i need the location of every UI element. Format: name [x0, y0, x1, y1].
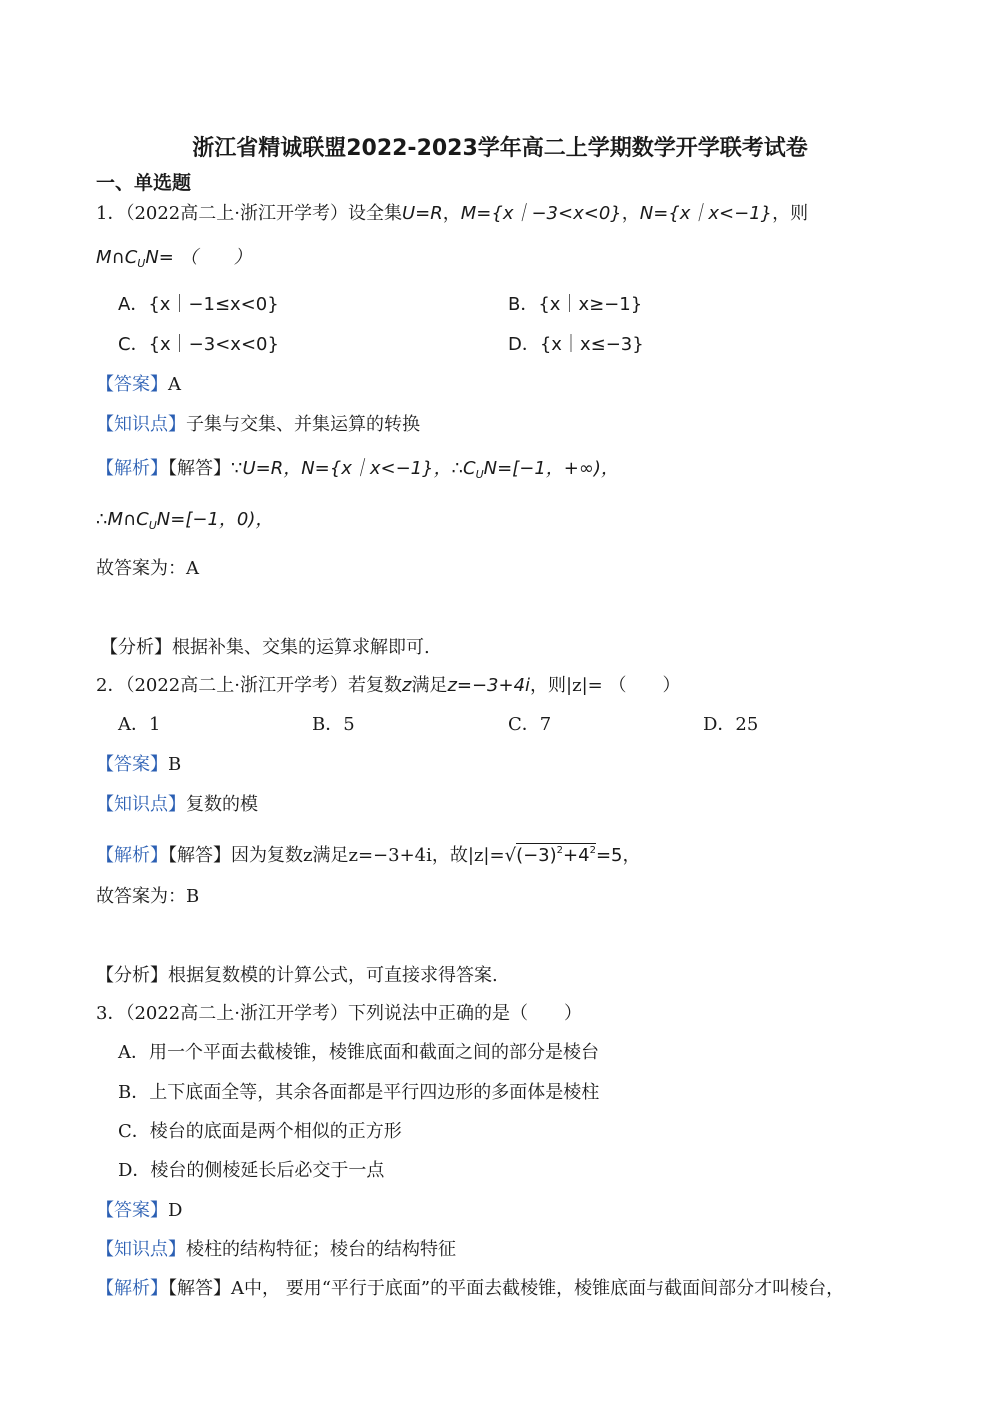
q3-solution — [96, 1276, 844, 1302]
q1-answer-value: A — [168, 374, 181, 395]
q3-solve-text: A中， 要用“平行于底面”的平面去截棱锥，棱锥底面与截面间部分才叫棱台， — [231, 1278, 845, 1299]
q3-option-d: D．棱台的侧棱延长后必交于一点 — [118, 1160, 385, 1181]
q1-analysis-text: 根据补集、交集的运算求解即可. — [172, 637, 430, 658]
q2-answer-value: B — [168, 754, 182, 775]
q2-option-c: C．7 — [508, 714, 552, 735]
q2-equation: z=−3+4i — [447, 675, 531, 696]
knowledge-tag: 【知识点】 — [96, 1239, 186, 1260]
q2-solve-pre: 因为复数z满足z=−3+4i，故|z|= — [231, 845, 505, 866]
q1-solve2: ∴M∩C — [96, 509, 149, 530]
analysis-tag: 【分析】 — [96, 965, 168, 986]
q2-analysis-text: 根据复数模的计算公式，可直接求得答案. — [168, 965, 498, 986]
q1-set-u: U=R — [401, 203, 443, 224]
q2-option-b: B．5 — [312, 714, 355, 735]
q2-radicand — [516, 843, 596, 866]
sqrt-sign: √ — [504, 845, 517, 866]
q3-knowledge-text: 棱柱的结构特征；棱台的结构特征 — [186, 1239, 456, 1260]
q2-rad-mid: +4 — [563, 845, 590, 866]
q1-prefix: 1．（2022高二上·浙江开学考）设全集 — [96, 203, 402, 224]
q2-solution — [96, 838, 641, 869]
q2-var-z: z — [401, 675, 412, 696]
q3-option-c: C．棱台的底面是两个相似的正方形 — [118, 1121, 402, 1142]
q3-knowledge — [96, 1237, 456, 1263]
q1-final: 故答案为：A — [96, 558, 199, 579]
q2-option-d: D．25 — [703, 714, 759, 735]
q1-option-c: C．{x｜−3<x<0} — [118, 334, 279, 355]
q2-option-a: A．1 — [118, 714, 161, 735]
answer-tag: 【答案】 — [96, 1200, 168, 1221]
q1-set-n: N={x｜x<−1} — [639, 203, 773, 224]
q1-solve1-sub: U — [475, 468, 484, 481]
q1-knowledge-text: 子集与交集、并集运算的转换 — [186, 414, 420, 435]
q3-option-a: A．用一个平面去截棱锥，棱锥底面和截面之间的部分是棱台 — [118, 1042, 599, 1063]
q2-mid: 满足 — [411, 675, 448, 696]
q1-expr: M∩C — [96, 247, 138, 268]
q1-stem-line2 — [96, 245, 252, 277]
q2-final: 故答案为：B — [96, 886, 200, 907]
q1-solution-line2 — [96, 507, 273, 539]
q1-solve1-tail: N=[−1，+∞)， — [483, 458, 619, 479]
q1-option-b: B．{x｜x≥−1} — [508, 294, 643, 315]
q1-solution-line1 — [96, 456, 619, 488]
solve-tag: 【解答】 — [168, 1278, 231, 1299]
q1-option-d: D．{x｜x≤−3} — [508, 334, 644, 355]
q1-answer — [96, 372, 181, 398]
explain-tag: 【解析】 — [96, 1278, 168, 1299]
q2-rad-exp2: 2 — [589, 845, 596, 856]
q1-expr-sub: U — [137, 257, 146, 270]
knowledge-tag: 【知识点】 — [96, 414, 186, 435]
q2-prefix: 2．（2022高二上·浙江开学考）若复数 — [96, 675, 402, 696]
q1-option-a: A．{x｜−1≤x<0} — [118, 294, 279, 315]
answer-tag: 【答案】 — [96, 754, 168, 775]
q1-solve1: ∵U=R，N={x｜x<−1}，∴C — [231, 458, 476, 479]
q2-knowledge-text: 复数的模 — [186, 794, 258, 815]
q1-knowledge — [96, 412, 420, 438]
q2-answer — [96, 752, 181, 778]
q1-tail: ，则 — [772, 203, 809, 224]
q3-answer-value: D — [168, 1200, 183, 1221]
explain-tag: 【解析】 — [96, 458, 168, 479]
solve-tag: 【解答】 — [168, 458, 231, 479]
q3-answer — [96, 1198, 182, 1224]
q2-rad-exp: 2 — [556, 845, 564, 856]
q2-knowledge — [96, 792, 258, 818]
q2-stem — [96, 673, 680, 699]
q1-set-m: M={x｜−3<x<0} — [460, 203, 622, 224]
q1-analysis — [100, 635, 430, 661]
q2-solve-tail: =5， — [595, 845, 641, 866]
q1-solve2-sub: U — [148, 519, 157, 532]
page-title: 浙江省精诚联盟2022-2023学年高二上学期数学开学联考试卷 — [192, 136, 808, 161]
analysis-tag: 【分析】 — [100, 637, 172, 658]
q3-option-b: B．上下底面全等，其余各面都是平行四边形的多面体是棱柱 — [118, 1082, 600, 1103]
knowledge-tag: 【知识点】 — [96, 794, 186, 815]
explain-tag: 【解析】 — [96, 845, 168, 866]
section-heading: 一、单选题 — [96, 172, 192, 194]
q1-stem: 1．（2022高二上·浙江开学考）设全集U=R，M={x｜−3<x<0}，N={x｜x<−1}，则 — [96, 203, 809, 224]
q1-expr-tail: N= （ ） — [145, 247, 252, 268]
q2-rad-base: (−3) — [516, 845, 557, 866]
answer-tag: 【答案】 — [96, 374, 168, 395]
q2-tail: ，则|z|= （ ） — [530, 675, 681, 696]
solve-tag: 【解答】 — [168, 845, 231, 866]
q3-stem: 3．（2022高二上·浙江开学考）下列说法中正确的是（ ） — [96, 1003, 582, 1024]
q1-solve2-tail: N=[−1，0)， — [156, 509, 274, 530]
q2-analysis — [96, 963, 498, 989]
